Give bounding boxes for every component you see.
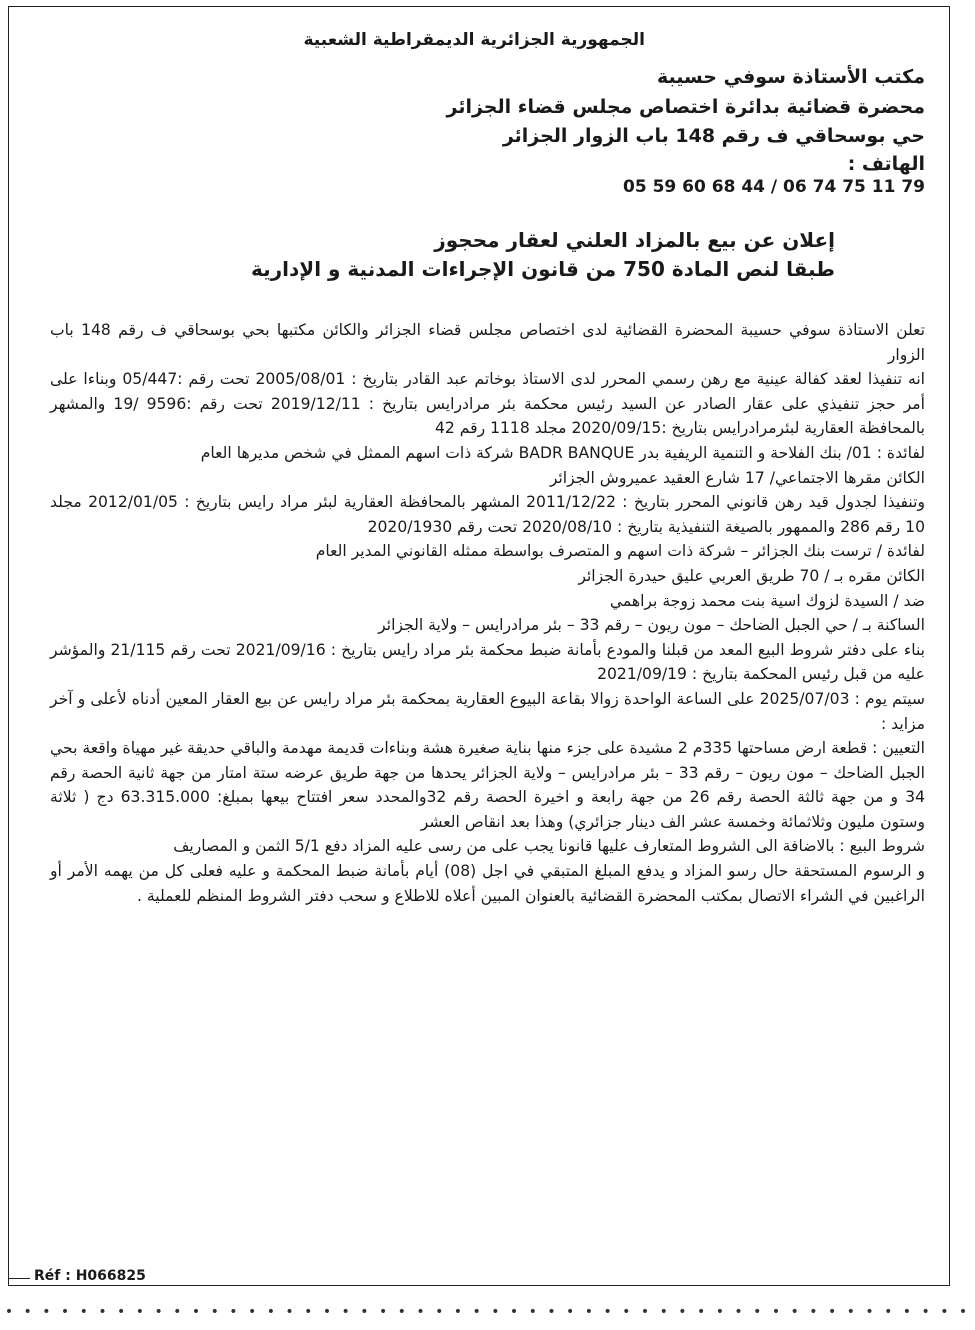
office-address: حي بوسحاقي ف رقم 148 باب الزوار الجزائر (502, 125, 925, 147)
paragraph-designation: التعيين : قطعة ارض مساحتها 335م 2 مشيدة على جزء منها بناية صغيرة هشة وبناءات قديمة مهدمة والباقي حديقة غير مهياة واقعة بحي الجبل الضاحك – مون ريون – رقم 33 – بئر مرادرايس – ولاية الجزائر يحدها من جهة طريق عرضه ستة امتار من جهة ثانية الحصة رقم 34 و من جهة ثالثة الحصة رقم 26 من جهة رابعة و اخيرة الحصة رقم 32والمحدد سعر افتتاح بيعها بمبلغ: 63.315.000 دج ( ثلاثة وستون مليون وثلاثمائة وخمسة عشر الف دينار جزائري) وهذا بعد انقاص العشر (50, 739, 926, 831)
republic-heading: الجمهورية الجزائرية الديمقراطية الشعبية (303, 30, 645, 50)
paragraph-mortgage: انه تنفيذا لعقد كفالة عينية مع رهن رسمي المحرر لدى الاستاذ بوخاتم عبد القادر بتاريخ : 2005/08/01 تحت رقم :05/447 وبناءا على أمر حجز تنفيذي على عقار الصادر عن السيد رئيس محكمة بئر مرادرايس بتاريخ : 2019/12/11 تحت رقم :9596 /19 والمشهر بالمحافظة العقارية لبئرمرادرايس بتاريخ :2020/09/15 مجلد 1118 رقم 42 (50, 370, 925, 438)
paragraph-legal-mortgage: وتنفيذا لجدول قيد رهن قانوني المحرر بتاريخ : 2011/12/22 المشهر بالمحافظة العقارية لبئر مراد رايس بتاريخ : 2012/01/05 مجلد 10 رقم 286 والممهور بالصيغة التنفيذية بتاريخ : 2020/08/10 تحت رقم 2020/1930 (50, 493, 925, 536)
paragraph-resident: الساكنة بـ / حي الجبل الضاحك – مون ريون – رقم 33 – بئر مرادرايس – ولاية الجزائر (378, 616, 925, 635)
cut-line: • • • • • • • • • • • • • • • • • • • • • • • • • • • • • • • • • • • • • • • • • • • • • • • • • • • • (4, 1304, 971, 1320)
reference-number: Réf : H066825 (30, 1268, 150, 1284)
paragraph-beneficiary-1: لفائدة : 01/ بنك الفلاحة و التنمية الريفية بدر BADR BANQUE شركة ذات اسهم الممثل في شخص مديرها العام (200, 443, 925, 462)
paragraph-beneficiary-1-address: الكائن مقرها الاجتماعي/ 17 شارع العقيد عميروش الجزائر (549, 468, 925, 487)
notice-body (50, 318, 925, 908)
paragraph-sale-terms: شروط البيع : بالاضافة الى الشروط المتعارف عليها قانونا يجب على من رسى عليه المزاد دفع 5/1 الثمن و المصاريف (173, 837, 925, 856)
paragraph-beneficiary-2-address: الكائن مقره بـ / 70 طريق العربي عليق حيدرة الجزائر (578, 566, 925, 585)
jurisdiction: محضرة قضائية بدائرة اختصاص مجلس قضاء الجزائر (446, 96, 925, 118)
paragraph-sale-date: سيتم يوم : 2025/07/03 على الساعة الواحدة زوالا بقاعة البيوع العقارية بمحكمة بئر مراد رايس عن بيع العقار المعين أدناه لأعلى و آخر مزايد : (50, 689, 925, 733)
notice-title: إعلان عن بيع بالمزاد العلني لعقار محجوز (434, 228, 835, 252)
notice-subtitle: طبقا لنص المادة 750 من قانون الإجراءات المدنية و الإدارية (251, 257, 835, 281)
office-name: مكتب الأستاذة سوفي حسيبة (656, 66, 925, 88)
phone-label: الهاتف : (847, 153, 925, 175)
paragraph-intro: تعلن الاستاذة سوفي حسيبة المحضرة القضائية لدى اختصاص مجلس قضاء الجزائر والكائن مكتبها بحي بوسحاقي ف رقم 148 باب الزوار (50, 321, 925, 364)
phone-numbers: 05 59 60 68 44 / 06 74 75 11 79 (623, 177, 925, 197)
paragraph-beneficiary-2: لفائدة / ترست بنك الجزائر – شركة ذات اسهم و المتصرف بواسطة ممثله القانوني المدير العام (315, 542, 925, 561)
paragraph-conditions-book: بناء على دفتر شروط البيع المعد من قبلنا والمودع بأمانة ضبط محكمة بئر مراد رايس بتاريخ : 2021/09/16 تحت رقم 21/115 والمؤشر عليه من قبل رئيس المحكمة بتاريخ : 2021/09/19 (50, 640, 926, 684)
paragraph-against: ضد / السيدة لزوك اسية بنت محمد زوجة براهمي (609, 591, 925, 610)
paragraph-fees: و الرسوم المستحقة حال رسو المزاد و يدفع المبلغ المتبقي في اجل (08) أيام بأمانة ضبط المحكمة و عليه فعلى كل من يهمه الأمر أو الراغبين في الشراء الاتصال بمكتب المحضرة القضائية بالعنوان المبين أعلاه للاطلاع و سحب دفتر الشروط المنظم للعملية . (50, 862, 925, 905)
